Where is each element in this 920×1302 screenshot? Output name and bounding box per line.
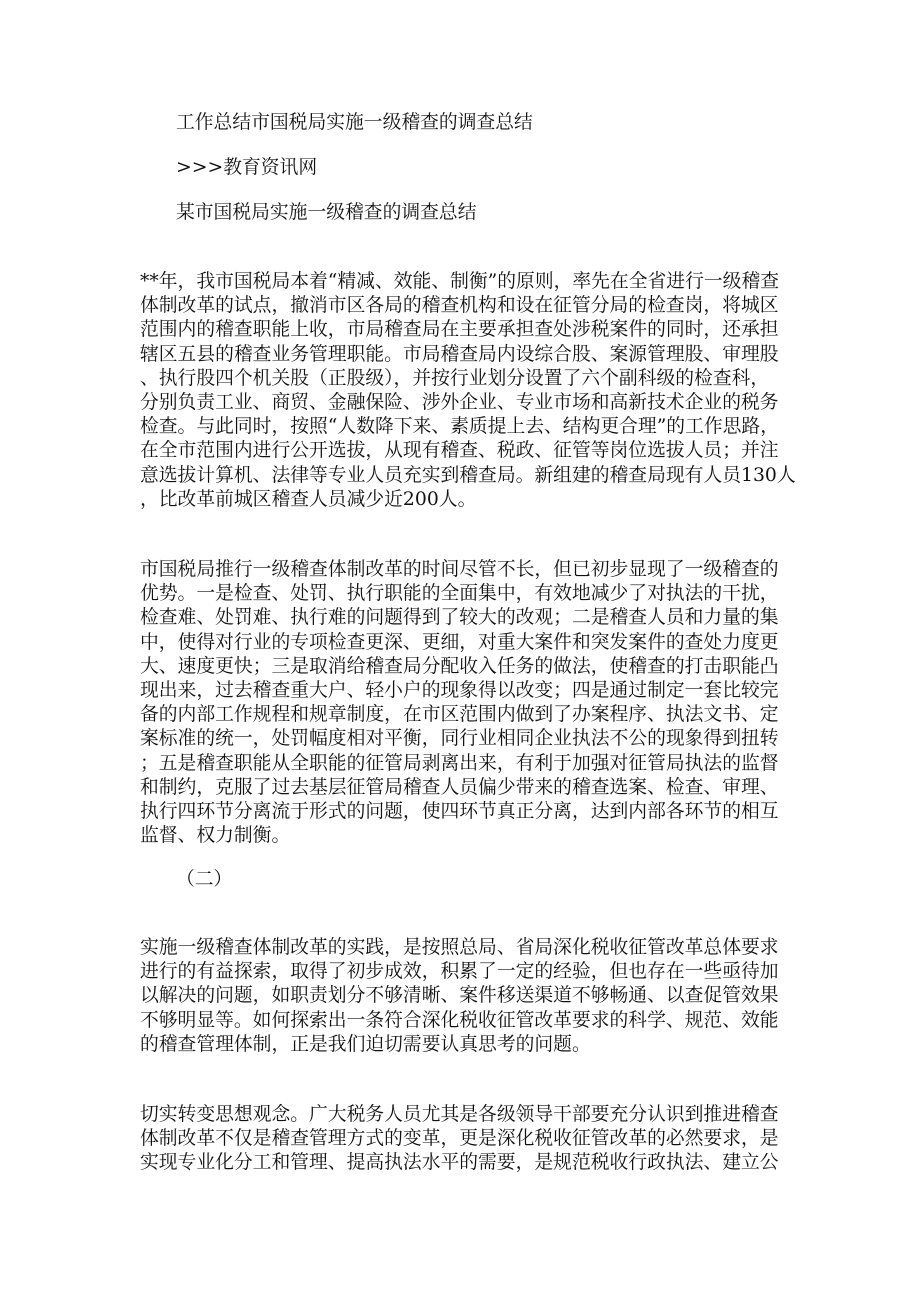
paragraph-line: 切实转变思想观念。广大税务人员尤其是各级领导干部要充分认识到推进稽查 (140, 1104, 779, 1125)
paragraph-line: 、执行股四个机关股（正股级），并按行业划分设置了六个副科级的检查科， (140, 367, 770, 389)
paragraph-line: 优势。一是检查、处罚、执行职能的全面集中，有效地减少了对执法的干扰， (140, 583, 779, 605)
paragraph-2 (140, 558, 840, 848)
paragraph-line: 在全市范围内进行公开选拔，从现有稽查、税政、征管等岗位选拔人员；并注 (140, 440, 779, 462)
paragraph-line: 不够明显等。如何探索出一条符合深化税收征管改革要求的科学、规范、效能 (140, 1009, 779, 1031)
section-label: （二） (176, 869, 233, 890)
paragraph-line: 案标准的统一，处罚幅度相对平衡，同行业相同企业执法不公的现象得到扭转 (140, 728, 779, 750)
paragraph-line: 执行四环节分离流于形式的问题，使四环节真正分离，达到内部各环节的相互 (140, 800, 779, 822)
paragraph-line: 监督、权力制衡。 (140, 825, 291, 847)
document-subtitle: 某市国税局实施一级稽查的调查总结 (176, 202, 477, 223)
paragraph-line: 市国税局推行一级稽查体制改革的时间尽管不长，但已初步显现了一级稽查的 (140, 559, 779, 580)
paragraph-line: 和制约，克服了过去基层征管局稽查人员偏少带来的稽查选案、检查、审理、 (140, 776, 779, 798)
paragraph-line: 范围内的稽查职能上收，市局稽查局在主要承担查处涉税案件的同时，还承担 (140, 319, 779, 341)
paragraph-line: 检查难、处罚难、执行难的问题得到了较大的改观；二是稽查人员和力量的集 (140, 607, 779, 629)
document-title: 工作总结市国税局实施一级稽查的调查总结 (176, 112, 533, 133)
paragraph-line: 中，使得对行业的专项检查更深、更细，对重大案件和突发案件的查处力度更 (140, 631, 779, 653)
paragraph-line: 检查。与此同时，按照“人数降下来、素质提上去、结构更合理”的工作思路， (140, 416, 779, 438)
paragraph-line: 备的内部工作规程和规章制度，在市区范围内做到了办案程序、执法文书、定 (140, 704, 779, 726)
paragraph-line: 体制改革不仅是稽查管理方式的变革，更是深化税收征管改革的必然要求，是 (140, 1128, 779, 1150)
paragraph-line: 辖区五县的稽查业务管理职能。市局稽查局内设综合股、案源管理股、审理股 (140, 343, 779, 365)
paragraph-line: ；五是稽查职能从全职能的征管局剥离出来，有利于加强对征管局执法的监督 (140, 752, 779, 774)
paragraph-line: 以解决的问题，如职责划分不够清晰、案件移送渠道不够畅通、以查促管效果 (140, 985, 779, 1007)
paragraph-1 (140, 270, 840, 512)
paragraph-line: ，比改革前城区稽查人员减少近200人。 (140, 488, 477, 510)
paragraph-line: 的稽查管理体制，正是我们迫切需要认真思考的问题。 (140, 1033, 591, 1055)
paragraph-line: 分别负责工业、商贸、金融保险、涉外企业、专业市场和高新技术企业的税务 (140, 391, 779, 413)
paragraph-line: 体制改革的试点，撤消市区各局的稽查机构和设在征管分局的检查岗，将城区 (140, 295, 779, 317)
paragraph-line: 大、速度更快；三是取消给稽查局分配收入任务的做法，使稽查的打击职能凸 (140, 655, 779, 677)
paragraph-line: 进行的有益探索，取得了初步成效，积累了一定的经验，但也存在一些亟待加 (140, 961, 779, 983)
paragraph-line: **年，我市国税局本着“精减、效能、制衡”的原则，率先在全省进行一级稽查 (140, 271, 779, 292)
paragraph-4 (140, 1103, 840, 1176)
paragraph-3 (140, 936, 840, 1057)
paragraph-line: 现出来，过去稽查重大户、轻小户的现象得以改变；四是通过制定一套比较完 (140, 679, 779, 701)
paragraph-line: 意选拔计算机、法律等专业人员充实到稽查局。新组建的稽查局现有人员130人 (140, 464, 796, 486)
paragraph-line: 实施一级稽查体制改革的实践，是按照总局、省局深化税收征管改革总体要求 (140, 937, 779, 958)
paragraph-line: 实现专业化分工和管理、提高执法水平的需要，是规范税收行政执法、建立公 (140, 1152, 779, 1174)
source-label: >>>教育资讯网 (176, 157, 318, 178)
